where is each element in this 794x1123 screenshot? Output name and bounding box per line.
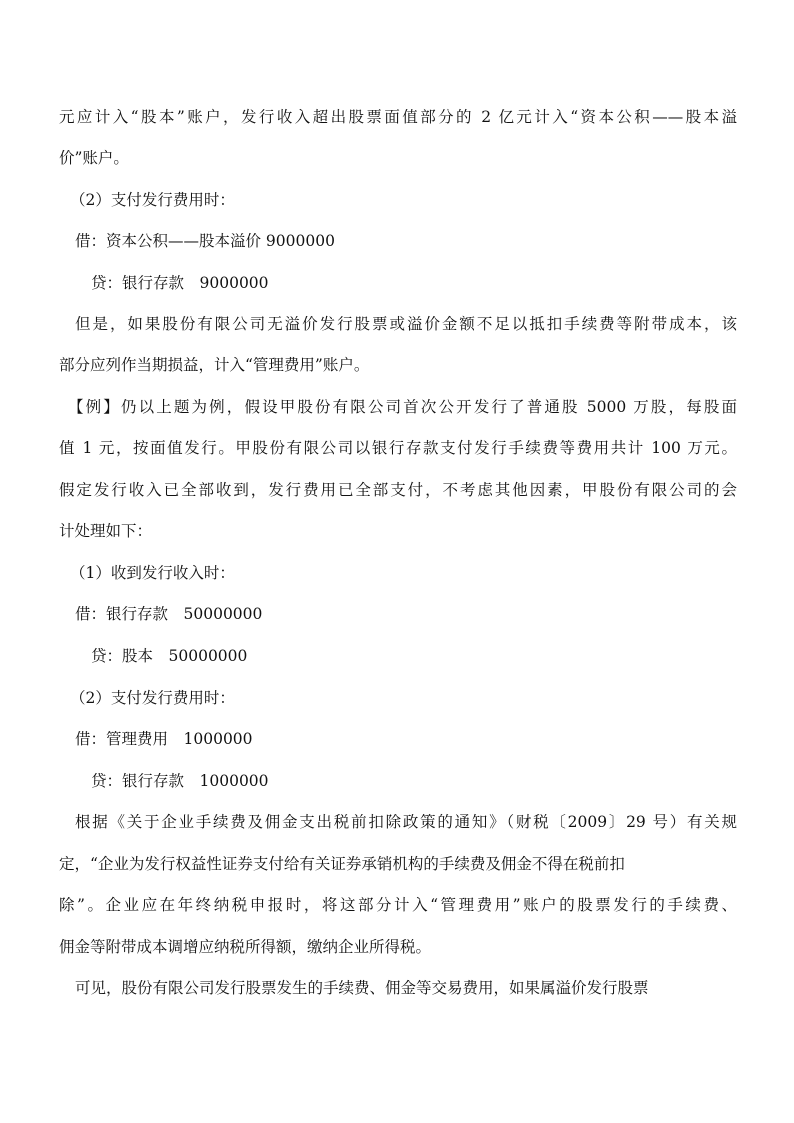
paragraph-line: 但是，如果股份有限公司无溢价发行股票或溢价金额不足以抵扣手续费等附带成本，该 [75,315,737,333]
paragraph-line: 价”账户。 [59,149,129,167]
journal-debit-line: 借：资本公积——股本溢价 9000000 [75,232,335,250]
paragraph-line: 部分应列作当期损益，计入“管理费用”账户。 [59,356,370,374]
journal-debit-line: 借：管理费用 1000000 [75,730,253,748]
paragraph-line: 佣金等附带成本调增应纳税所得额，缴纳企业所得税。 [59,938,432,956]
paragraph-line: 可见，股份有限公司发行股票发生的手续费、佣金等交易费用，如果属溢价发行股票 [75,979,649,997]
paragraph-line: 除”。企业应在年终纳税申报时，将这部分计入“管理费用”账户的股票发行的手续费、 [59,896,737,914]
paragraph-line: 计处理如下： [59,522,153,540]
paragraph-line: 假定发行收入已全部收到，发行费用已全部支付，不考虑其他因素，甲股份有限公司的会 [59,481,737,499]
paragraph-line: 根据《关于企业手续费及佣金支出税前扣除政策的通知》（财税〔2009〕29 号）有关规 [75,813,737,831]
journal-debit-line: 借：银行存款 50000000 [75,605,263,623]
step-heading: （2）支付发行费用时： [70,689,235,707]
step-heading: （1）收到发行收入时： [70,564,235,582]
paragraph-line: 元应计入“股本”账户，发行收入超出股票面值部分的 2 亿元计入“资本公积——股本溢 [59,108,737,126]
journal-credit-line: 贷：银行存款 9000000 [91,274,269,292]
journal-credit-line: 贷：股本 50000000 [91,647,248,665]
journal-credit-line: 贷：银行存款 1000000 [91,772,269,790]
paragraph-line: 定，“企业为发行权益性证券支付给有关证券承销机构的手续费及佣金不得在税前扣 [59,855,625,873]
paragraph-line: 值 1 元，按面值发行。甲股份有限公司以银行存款支付发行手续费等费用共计 100 万元。 [59,439,737,457]
example-line: 【例】仍以上题为例，假设甲股份有限公司首次公开发行了普通股 5000 万股，每股面 [68,398,737,416]
step-heading: （2）支付发行费用时： [70,191,235,209]
